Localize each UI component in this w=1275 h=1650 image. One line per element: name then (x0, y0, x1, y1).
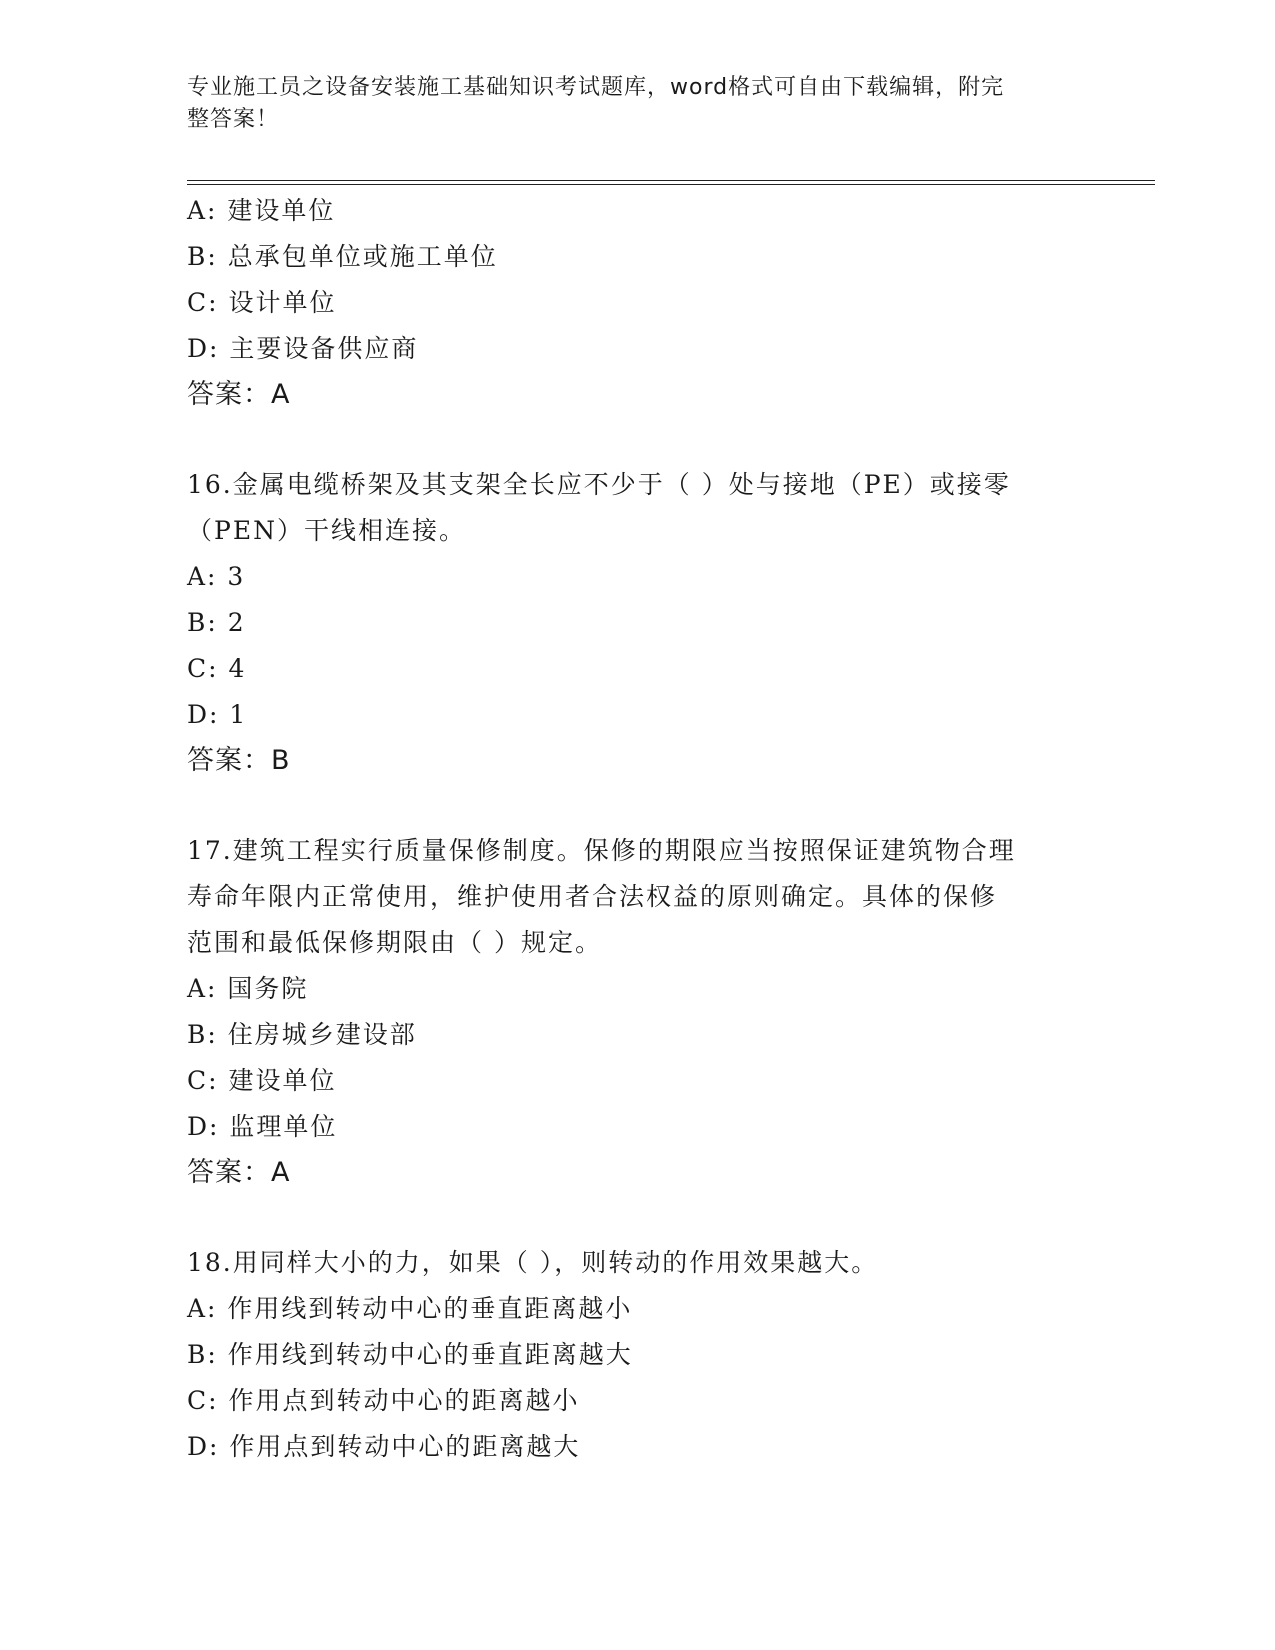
question-18 (187, 1240, 1087, 1470)
option-d: D: 主要设备供应商 (187, 334, 419, 363)
option-a: A: 建设单位 (187, 196, 336, 225)
question-text: 寿命年限内正常使用，维护使用者合法权益的原则确定。具体的保修 (187, 882, 998, 911)
option-b: B: 总承包单位或施工单位 (187, 242, 498, 271)
option-c: C: 建设单位 (187, 1066, 337, 1095)
header-divider-top (187, 180, 1155, 181)
question-text: 16.金属电缆桥架及其支架全长应不少于（ ）处与接地（PE）或接零 (187, 470, 1011, 499)
question-16 (187, 462, 1087, 784)
option-b: B: 2 (187, 608, 246, 637)
option-d: D: 1 (187, 700, 248, 729)
option-a: A: 作用线到转动中心的垂直距离越小 (187, 1294, 633, 1323)
document-header (187, 72, 1087, 136)
question-text: 范围和最低保修期限由（ ）规定。 (187, 928, 602, 957)
option-d: D: 作用点到转动中心的距离越大 (187, 1432, 581, 1461)
answer: 答案：B (187, 745, 291, 776)
answer: 答案：A (187, 1157, 291, 1188)
option-d: D: 监理单位 (187, 1112, 338, 1141)
option-b: B: 作用线到转动中心的垂直距离越大 (187, 1340, 633, 1369)
question-text: 18.用同样大小的力，如果（ ），则转动的作用效果越大。 (187, 1248, 879, 1277)
question-list (187, 188, 1087, 1470)
option-b: B: 住房城乡建设部 (187, 1020, 417, 1049)
header-line-1: 专业施工员之设备安装施工基础知识考试题库，word格式可自由下载编辑，附完 (187, 75, 1005, 100)
option-c: C: 作用点到转动中心的距离越小 (187, 1386, 580, 1415)
option-a: A: 国务院 (187, 974, 309, 1003)
question-text: 17.建筑工程实行质量保修制度。保修的期限应当按照保证建筑物合理 (187, 836, 1016, 865)
question-17 (187, 828, 1087, 1196)
question-15-tail (187, 188, 1087, 418)
question-text: （PEN）干线相连接。 (187, 516, 466, 545)
option-c: C: 4 (187, 654, 247, 683)
answer: 答案：A (187, 379, 291, 410)
option-c: C: 设计单位 (187, 288, 337, 317)
header-divider-bottom (187, 184, 1155, 185)
header-line-2: 整答案！ (187, 107, 280, 132)
option-a: A: 3 (187, 562, 246, 591)
